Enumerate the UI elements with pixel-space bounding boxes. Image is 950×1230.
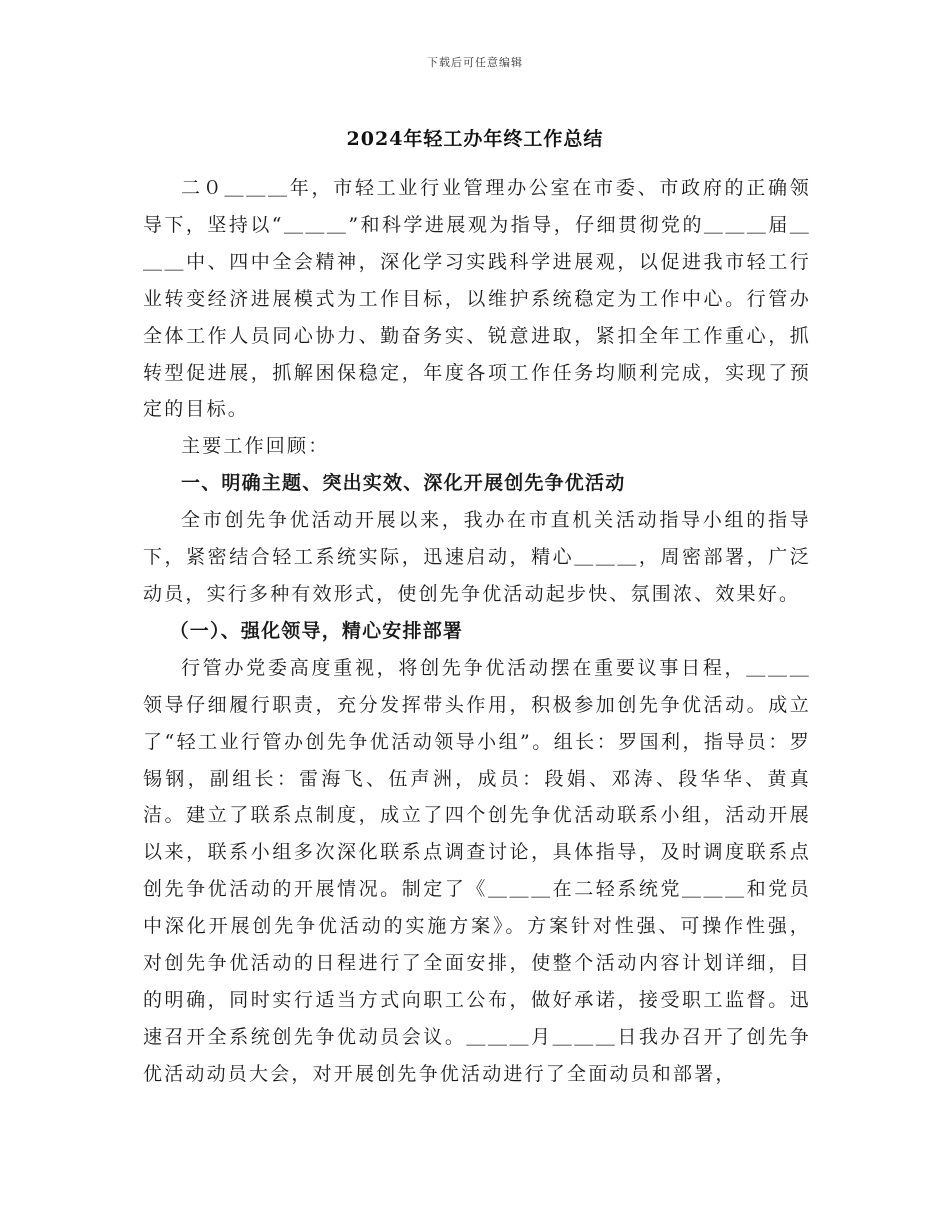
subsection-1-paragraph: 行管办党委高度重视，将创先争优活动摆在重要议事日程，＿＿＿领导仔细履行职责，充分发挥带头作用，积极参加创先争优活动。成立了“轻工业行管办创先争优活动领导小组”。组长：罗国利，指导员：罗锡钢，副组长：雷海飞、伍声洲，成员：段娟、邓涛、段华华、黄真洁。建立了联系点制度，成立了四个创先争优活动联系小组，活动开展以来，联系小组多次深化联系点调查讨论，具体指导，及时调度联系点创先争优活动的开展情况。制定了《＿＿＿在二轻系统党＿＿＿和党员中深化开展创先争优活动的实施方案》。方案针对性强、可操作性强，对创先争优活动的日程进行了全面安排，使整个活动内容计划详细，目的明确，同时实行适当方式向职工公布，做好承诺，接受职工监督。迅速召开全系统创先争优动员会议。＿＿＿月＿＿＿日我办召开了创先争优活动动员大会，对开展创先争优活动进行了全面动员和部署， [143, 656, 811, 1085]
review-label-paragraph: 主要工作回顾： [181, 435, 330, 458]
intro-paragraph: 二０＿＿＿年，市轻工业行业管理办公室在市委、市政府的正确领导下，坚持以“＿＿＿”和科学进展观为指导，仔细贯彻党的＿＿＿届＿＿＿中、四中全会精神，深化学习实践科学进展观，以促进我市轻工行业转变经济进展模式为工作目标，以维护系统稳定为工作中心。行管办全体工作人员同心协力、勤奋务实、锐意进取，紧扣全年工作重心，抓转型促进展，抓解困保稳定，年度各项工作任务均顺利完成，实现了预定的目标。 [143, 177, 811, 421]
document-body [143, 170, 811, 1093]
section-1-paragraph: 全市创先争优活动开展以来，我办在市直机关活动指导小组的指导下，紧密结合轻工系统实际，迅速启动，精心＿＿＿，周密部署，广泛动员，实行多种有效形式，使创先争优活动起步快、氛围浓、效果好。 [143, 509, 811, 605]
section-heading-1: 一、明确主题、突出实效、深化开展创先争优活动 [181, 472, 626, 495]
header-note: 下载后可任意编辑 [427, 56, 523, 69]
subsection-heading-1: （一）、强化领导，精心安排部署 [169, 619, 464, 642]
document-title: 2024年轻工办年终工作总结 [346, 128, 604, 150]
